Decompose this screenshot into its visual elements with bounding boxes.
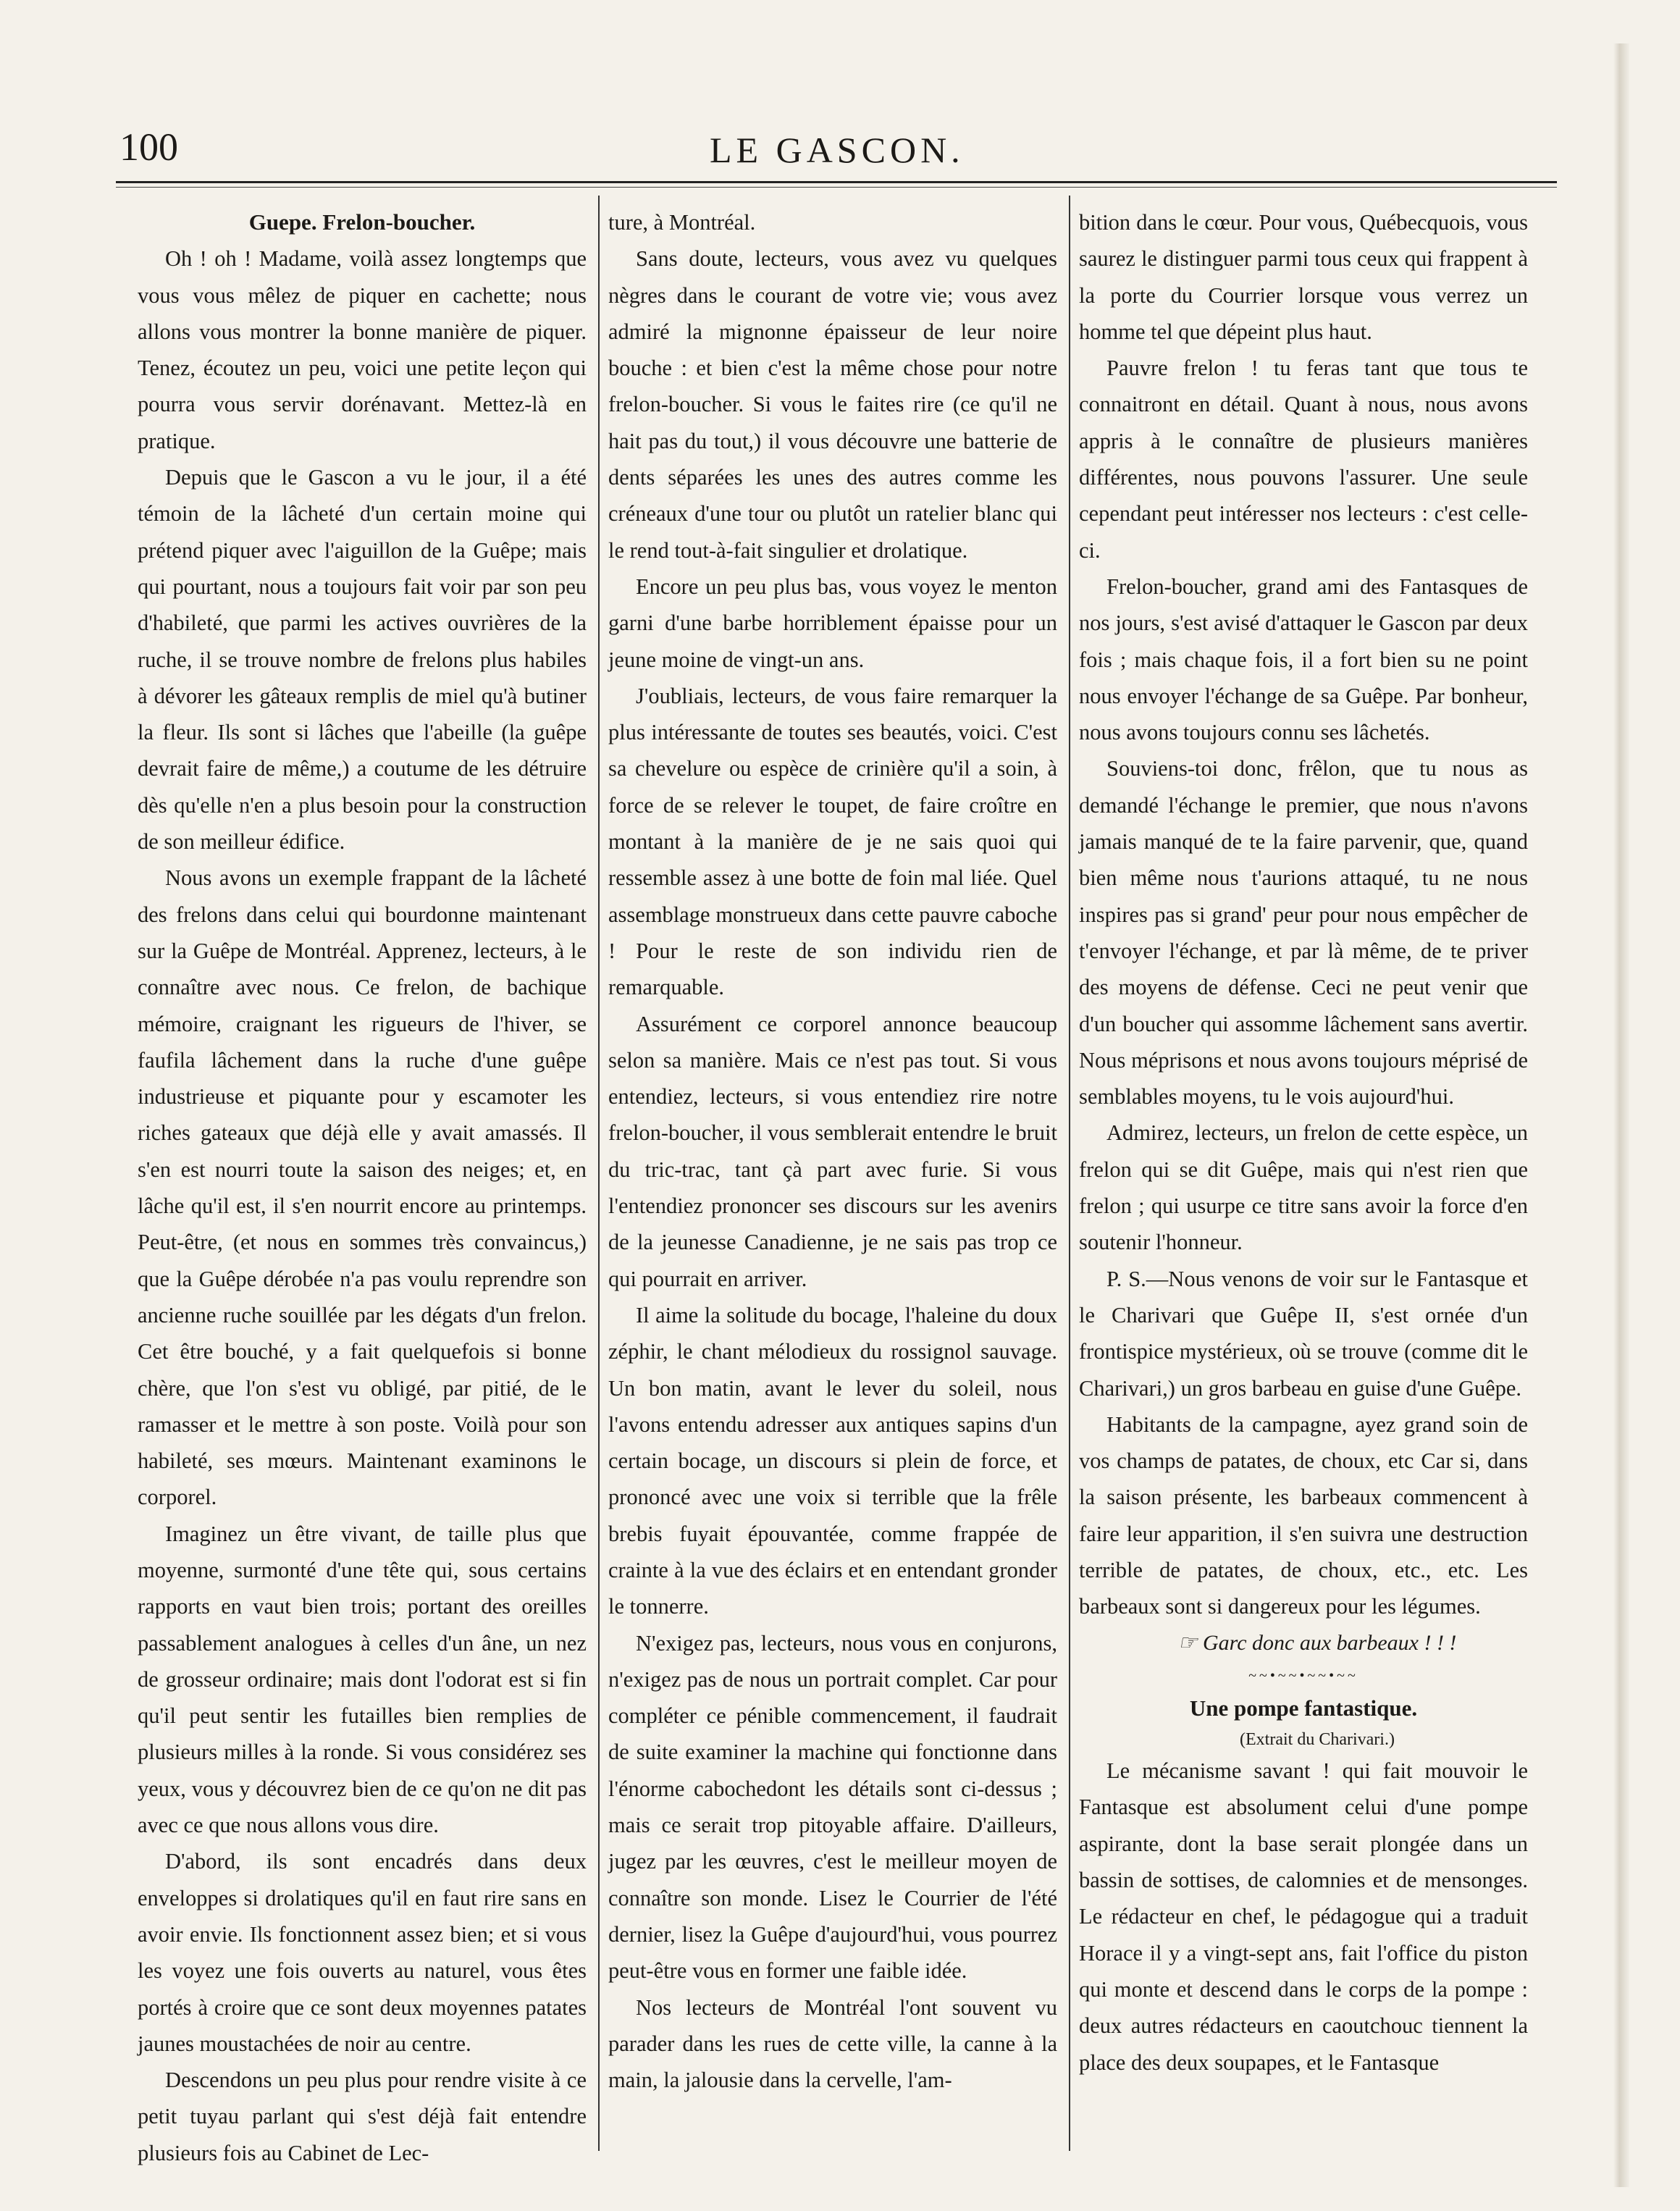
- paragraph: Pauvre frelon ! tu feras tant que tous te connaitront en détail. Quant à nous, nous avons appris à le connaître de plusieurs manières différentes, nous pouvons l'assurer. Une seule cependant peut intéresser nos lecteurs : c'est celle-ci.: [1079, 356, 1528, 563]
- paragraph: Depuis que le Gascon a vu le jour, il a été témoin de la lâcheté d'un certain moine qui prétend piquer avec l'aiguillon de la Guêpe; mais qui pourtant, nous a toujours fait voir par son peu d'habileté, que parmi les actives ouvrières de la ruche, il se trouve nombre de frelons plus habiles à dévorer les gâteaux remplis de miel qu'à butiner la fleur. Ils sont si lâches que l'abeille (la guêpe devrait faire de même,) a coutume de les détruire dès qu'elle n'en a plus besoin pour la construction de son meilleur édifice.: [138, 465, 587, 855]
- paragraph: Nos lecteurs de Montréal l'ont souvent vu parader dans les rues de cette ville, la canne à la main, la jalousie dans la cervelle, l'am-: [608, 1994, 1057, 2093]
- paragraph: Souviens-toi donc, frêlon, que tu nous as demandé l'échange le premier, que nous n'avons jamais manqué de te la faire parvenir, que, quand bien même nous t'aurions attaqué, tu ne nous inspires pas si grand' peur pour nous empêcher de t'envoyer l'échange, et par là même, de te priver des moyens de défense. Ceci ne peut venir que d'un boucher qui assomme lâchement sans avertir. Nous méprisons et nous avons toujours méprisé de semblables moyens, tu le vois aujourd'hui.: [1079, 756, 1528, 1109]
- paragraph: Le mécanisme savant ! qui fait mouvoir le Fantasque est absolument celui d'une pompe aspirante, dont la base serait plongée dans un bassin de sottises, de calomnies et de mensonges. Le rédacteur en chef, le pédagogue qui a traduit Horace il y a vingt-sept ans, fait l'office du piston qui monte et descend dans le corps de la pompe : deux autres rédacteurs en caoutchouc tiennent la place des deux soupapes, et le Fantasque: [1079, 1758, 1528, 2075]
- paragraph: Descendons un peu plus pour rendre visite à ce petit tuyau parlant qui s'est déjà fait entendre plusieurs fois au Cabinet de Lec-: [138, 2068, 587, 2165]
- column-2: [608, 204, 1057, 2098]
- header-rule: [116, 181, 1557, 183]
- column-divider: [598, 196, 600, 2151]
- paragraph: bition dans le cœur. Pour vous, Québecquois, vous saurez le distinguer parmi tous ceux qui frappent à la porte du Courrier lorsque vous verrez un homme tel que dépeint plus haut.: [1079, 210, 1528, 344]
- paragraph: N'exigez pas, lecteurs, nous vous en conjurons, n'exigez pas de nous un portrait complet. Car pour compléter ce pénible commencement, il faudrait de suite examiner la machine qui fonctionne dans l'énorme cabochedont les détails sont ci-dessus ; mais ce serait trop pitoyable affaire. D'ailleurs, jugez par les œuvres, c'est le meilleur moyen de connaître son monde. Lisez le Courrier de l'été dernier, lisez la Guêpe d'aujourd'hui, vous pourrez peut-être vous en former une faible idée.: [608, 1630, 1057, 1984]
- paragraph: Il aime la solitude du bocage, l'haleine du doux zéphir, le chant mélodieux du rossignol sauvage. Un bon matin, avant le lever du soleil, nous l'avons entendu adresser aux antiques sapins d'un certain bocage, un discours si plein de force, et prononcé avec une voix si terrible que la frêle brebis fuyait épouvantée, comme frappée de crainte à la vue des éclairs et en entendant gronder le tonnerre.: [608, 1302, 1057, 1619]
- paragraph: D'abord, ils sont encadrés dans deux enveloppes si drolatiques qu'il en faut rire sans en avoir envie. Ils fonctionnent assez bien; et si vous les voyez une fois ouverts au naturel, vous êtes portés à croire que ce sont deux moyennes patates jaunes moustachées de noir au centre.: [138, 1849, 587, 2056]
- paragraph: Imaginez un être vivant, de taille plus que moyenne, surmonté d'une tête qui, sous certains rapports en vaut bien trois; portant des oreilles passablement analogues à celles d'un âne, un nez de grosseur ordinaire; mais dont l'odorat est si fin qu'il peut sentir les futailles bien remplies de plusieurs milles à la ronde. Si vous considérez ses yeux, vous y découvrez bien de ce qu'on ne dit pas avec ce que nous allons vous dire.: [138, 1521, 587, 1838]
- page-number: 100: [119, 125, 178, 169]
- paragraph: Habitants de la campagne, ayez grand soin de vos champs de patates, de choux, etc Car si, dans la saison présente, les barbeaux commencent à faire leur apparition, il s'en suivra une destruction terrible de patates, de choux, etc., etc. Les barbeaux sont si dangereux pour les légumes.: [1079, 1411, 1528, 1619]
- article-heading: Une pompe fantastique.: [1189, 1695, 1418, 1721]
- ornament-divider: ~~•~~•~~•~~: [1248, 1667, 1358, 1684]
- warning-line: ☞ Garc donc aux barbeaux ! ! !: [1177, 1630, 1457, 1655]
- paragraph: Encore un peu plus bas, vous voyez le menton garni d'une barbe horriblement épaisse pour un jeune moine de vingt-un ans.: [608, 574, 1057, 672]
- paragraph: Frelon-boucher, grand ami des Fantasques de nos jours, s'est avisé d'attaquer le Gascon par deux fois ; mais chaque fois, il a fort bien su ne point nous envoyer l'échange de sa Guêpe. Par bonheur, nous avons toujours connu ses lâchetés.: [1079, 574, 1528, 745]
- paragraph: Oh ! oh ! Madame, voilà assez longtemps que vous vous mêlez de piquer en cachette; nous allons vous montrer la bonne manière de piquer. Tenez, écoutez un peu, voici une petite leçon qui pourra vous servir dorénavant. Mettez-là en pratique.: [138, 246, 587, 453]
- paragraph: ture, à Montréal.: [608, 210, 756, 235]
- header-rule-thin: [116, 187, 1557, 188]
- paragraph: Admirez, lecteurs, un frelon de cette espèce, un frelon qui se dit Guêpe, mais qui n'est rien que frelon ; qui usurpe ce titre sans avoir la force d'en soutenir l'honneur.: [1079, 1120, 1528, 1255]
- page-binding-edge: [1613, 43, 1629, 2187]
- paragraph: P. S.—Nous venons de voir sur le Fantasque et le Charivari que Guêpe II, s'est ornée d'un frontispice mystérieux, où se trouve (comme dit le Charivari,) un gros barbeau en guise d'une Guêpe.: [1079, 1266, 1528, 1401]
- paragraph: J'oubliais, lecteurs, de vous faire remarquer la plus intéressante de toutes ses beautés, voici. C'est sa chevelure ou espèce de crinière qu'il a soin, à force de se relever le toupet, de faire croître en montant à la manière de je ne sais quoi qui ressemble assez à une botte de foin mal liée. Quel assemblage monstrueux dans cette pauvre caboche ! Pour le reste de son individu rien de remarquable.: [608, 683, 1057, 1000]
- column-divider: [1069, 196, 1070, 2151]
- article-heading: Guepe. Frelon-boucher.: [248, 209, 476, 235]
- article-subheading: (Extrait du Charivari.): [1240, 1730, 1395, 1750]
- paragraph: Nous avons un exemple frappant de la lâcheté des frelons dans celui qui bourdonne maintenant sur la Guêpe de Montréal. Apprenez, lecteurs, à le connaître avec nous. Ce frelon, de bachique mémoire, craignant les rigueurs de l'hiver, se faufila lâchement dans la ruche d'une guêpe industrieuse et piquante pour y escamoter les riches gateaux que déjà elle y avait amassés. Il s'en est nourri toute la saison des neiges; et, en lâche qu'il est, il s'en nourrit encore au printemps. Peut-être, (et nous en sommes très convaincus,) que la Guêpe dérobée n'a pas voulu reprendre son ancienne ruche souillée par les dégats d'un frelon. Cet être bouché, y a fait quelquefois si bonne chère, que l'on s'est vu obligé, par pitié, de le ramasser et le mettre à son poste. Voilà pour son habileté, ses mœurs. Maintenant examinons le corporel.: [138, 865, 587, 1510]
- paragraph: Sans doute, lecteurs, vous avez vu quelques nègres dans le courant de votre vie; vous avez admiré la mignonne épaisseur de leur noire bouche : et bien c'est la même chose pour notre frelon-boucher. Si vous le faites rire (ce qu'il ne hait pas du tout,) il vous découvre une batterie de dents séparées les unes des autres comme les créneaux d'une tour ou plutôt un ratelier blanc qui le rend tout-à-fait singulier et drolatique.: [608, 246, 1057, 563]
- column-1: [138, 204, 587, 2171]
- paragraph: Assurément ce corporel annonce beaucoup selon sa manière. Mais ce n'est pas tout. Si vous entendiez, lecteurs, si vous entendiez rire notre frelon-boucher, il vous semblerait entendre le bruit du tric-trac, tant çà part avec furie. Si vous l'entendiez prononcer ses discours sur les avenirs de la jeunesse Canadienne, je ne sais pas trop ce qui pourrait en arriver.: [608, 1011, 1057, 1291]
- journal-title: LE GASCON.: [710, 130, 965, 170]
- column-3: [1079, 204, 1528, 2081]
